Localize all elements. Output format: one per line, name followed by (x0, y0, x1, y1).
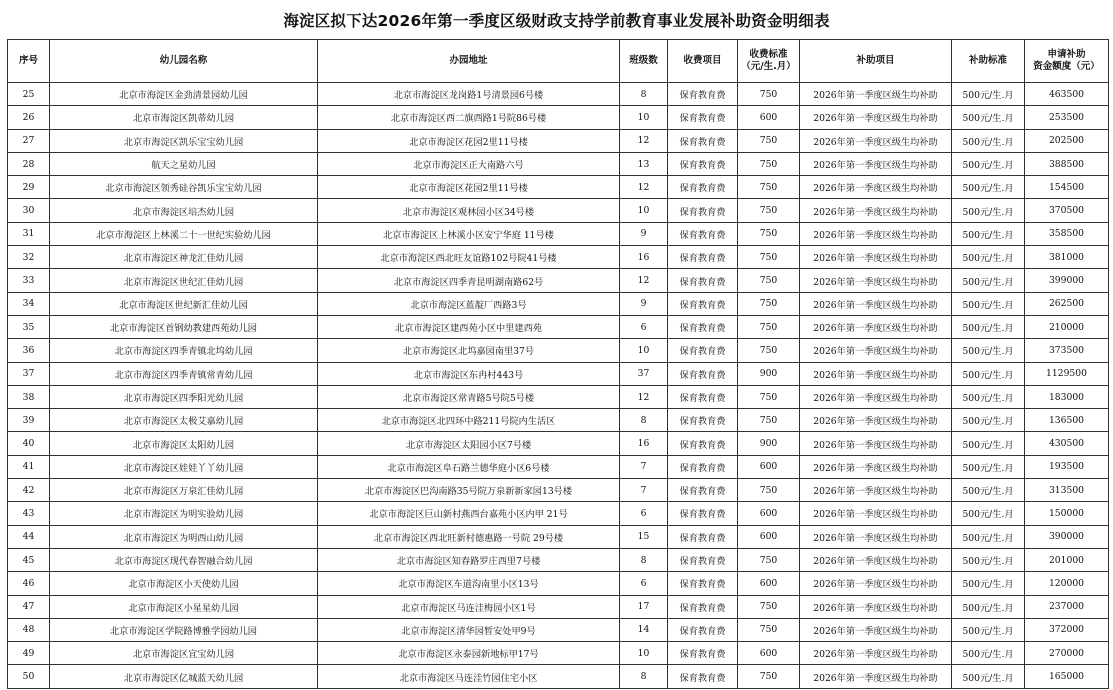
cell-subsidy-standard: 500元/生.月 (952, 432, 1025, 455)
header-fee-standard-line1: 收费标准 (749, 49, 788, 60)
cell-address: 北京市海淀区花园2里11号楼 (318, 129, 620, 152)
cell-subsidy-standard: 500元/生.月 (952, 548, 1025, 571)
table-row (8, 176, 1109, 199)
cell-kindergarten-name: 北京市海淀区凯乐宝宝幼儿园 (50, 129, 318, 152)
header-fee-standard-line2: （元/生.月） (741, 61, 796, 72)
cell-class-count: 9 (620, 222, 668, 245)
header-subsidy-item: 补助项目 (800, 40, 952, 83)
cell-subsidy-item: 2026年第一季度区级生均补助 (800, 292, 952, 315)
cell-address: 北京市海淀区清华园暂安处甲9号 (318, 618, 620, 641)
cell-subsidy-standard: 500元/生.月 (952, 106, 1025, 129)
header-fee-item: 收费项目 (668, 40, 738, 83)
cell-fee-item: 保育教育费 (668, 479, 738, 502)
table-row (8, 665, 1109, 688)
cell-fee-item: 保育教育费 (668, 548, 738, 571)
table-row (8, 572, 1109, 595)
cell-subsidy-item: 2026年第一季度区级生均补助 (800, 618, 952, 641)
cell-fee-standard: 600 (738, 642, 800, 665)
cell-kindergarten-name: 北京市海淀区上林溪二十一世纪实验幼儿园 (50, 222, 318, 245)
cell-fee-item: 保育教育费 (668, 409, 738, 432)
table-row (8, 339, 1109, 362)
cell-class-count: 10 (620, 339, 668, 362)
cell-subsidy-amount: 202500 (1025, 129, 1109, 152)
cell-kindergarten-name: 北京市海淀区四季青镇北坞幼儿园 (50, 339, 318, 362)
cell-kindergarten-name: 北京市海淀区首钢幼教建西苑幼儿园 (50, 315, 318, 338)
cell-class-count: 6 (620, 502, 668, 525)
cell-subsidy-amount: 270000 (1025, 642, 1109, 665)
cell-seq: 34 (8, 292, 50, 315)
cell-subsidy-amount: 399000 (1025, 269, 1109, 292)
table-row (8, 479, 1109, 502)
cell-subsidy-item: 2026年第一季度区级生均补助 (800, 572, 952, 595)
cell-kindergarten-name: 北京市海淀区神龙汇佳幼儿园 (50, 246, 318, 269)
cell-kindergarten-name: 北京市海淀区学院路博雅学园幼儿园 (50, 618, 318, 641)
cell-address: 北京市海淀区西二旗西路1号院86号楼 (318, 106, 620, 129)
table-row (8, 292, 1109, 315)
cell-kindergarten-name: 北京市海淀区亿城蓝天幼儿园 (50, 665, 318, 688)
table-row (8, 246, 1109, 269)
cell-subsidy-item: 2026年第一季度区级生均补助 (800, 315, 952, 338)
cell-seq: 29 (8, 176, 50, 199)
cell-subsidy-amount: 165000 (1025, 665, 1109, 688)
table-row (8, 432, 1109, 455)
cell-subsidy-standard: 500元/生.月 (952, 572, 1025, 595)
cell-subsidy-standard: 500元/生.月 (952, 152, 1025, 175)
cell-subsidy-item: 2026年第一季度区级生均补助 (800, 199, 952, 222)
cell-subsidy-item: 2026年第一季度区级生均补助 (800, 409, 952, 432)
cell-fee-standard: 750 (738, 269, 800, 292)
cell-class-count: 6 (620, 315, 668, 338)
cell-kindergarten-name: 北京市海淀区宜宝幼儿园 (50, 642, 318, 665)
cell-class-count: 16 (620, 246, 668, 269)
cell-seq: 45 (8, 548, 50, 571)
cell-class-count: 9 (620, 292, 668, 315)
cell-subsidy-amount: 120000 (1025, 572, 1109, 595)
cell-kindergarten-name: 北京市海淀区为明西山幼儿园 (50, 525, 318, 548)
cell-address: 北京市海淀区西北旺友谊路102号院41号楼 (318, 246, 620, 269)
cell-fee-item: 保育教育费 (668, 106, 738, 129)
cell-seq: 25 (8, 83, 50, 106)
cell-fee-item: 保育教育费 (668, 152, 738, 175)
cell-subsidy-standard: 500元/生.月 (952, 339, 1025, 362)
cell-kindergarten-name: 北京市海淀区金劲清景园幼儿园 (50, 83, 318, 106)
table-row (8, 106, 1109, 129)
cell-address: 北京市海淀区永泰园新地标甲17号 (318, 642, 620, 665)
cell-subsidy-standard: 500元/生.月 (952, 455, 1025, 478)
cell-seq: 46 (8, 572, 50, 595)
cell-class-count: 17 (620, 595, 668, 618)
cell-subsidy-item: 2026年第一季度区级生均补助 (800, 246, 952, 269)
cell-seq: 33 (8, 269, 50, 292)
cell-subsidy-amount: 1129500 (1025, 362, 1109, 385)
cell-kindergarten-name: 北京市海淀区四季阳光幼儿园 (50, 385, 318, 408)
cell-seq: 26 (8, 106, 50, 129)
cell-fee-standard: 600 (738, 106, 800, 129)
cell-class-count: 16 (620, 432, 668, 455)
cell-fee-item: 保育教育费 (668, 665, 738, 688)
cell-subsidy-amount: 463500 (1025, 83, 1109, 106)
cell-fee-standard: 750 (738, 479, 800, 502)
cell-subsidy-item: 2026年第一季度区级生均补助 (800, 502, 952, 525)
cell-fee-item: 保育教育费 (668, 269, 738, 292)
cell-subsidy-item: 2026年第一季度区级生均补助 (800, 479, 952, 502)
cell-seq: 27 (8, 129, 50, 152)
cell-subsidy-standard: 500元/生.月 (952, 479, 1025, 502)
cell-subsidy-amount: 373500 (1025, 339, 1109, 362)
cell-seq: 39 (8, 409, 50, 432)
cell-fee-standard: 750 (738, 222, 800, 245)
cell-subsidy-item: 2026年第一季度区级生均补助 (800, 129, 952, 152)
cell-fee-standard: 600 (738, 525, 800, 548)
cell-subsidy-amount: 262500 (1025, 292, 1109, 315)
header-fee-standard (738, 40, 800, 83)
cell-address: 北京市海淀区花园2里11号楼 (318, 176, 620, 199)
cell-subsidy-item: 2026年第一季度区级生均补助 (800, 665, 952, 688)
cell-fee-standard: 750 (738, 292, 800, 315)
cell-subsidy-item: 2026年第一季度区级生均补助 (800, 83, 952, 106)
header-seq: 序号 (8, 40, 50, 83)
cell-class-count: 12 (620, 269, 668, 292)
cell-fee-standard: 750 (738, 246, 800, 269)
cell-fee-item: 保育教育费 (668, 385, 738, 408)
cell-class-count: 8 (620, 548, 668, 571)
cell-subsidy-amount: 430500 (1025, 432, 1109, 455)
table-body (8, 83, 1109, 689)
cell-kindergarten-name: 北京市海淀区娃娃丫丫幼儿园 (50, 455, 318, 478)
cell-fee-standard: 750 (738, 129, 800, 152)
cell-seq: 47 (8, 595, 50, 618)
table-row (8, 595, 1109, 618)
cell-class-count: 13 (620, 152, 668, 175)
cell-seq: 49 (8, 642, 50, 665)
cell-subsidy-standard: 500元/生.月 (952, 222, 1025, 245)
cell-fee-item: 保育教育费 (668, 362, 738, 385)
cell-kindergarten-name: 北京市海淀区为明实验幼儿园 (50, 502, 318, 525)
cell-seq: 43 (8, 502, 50, 525)
cell-subsidy-standard: 500元/生.月 (952, 618, 1025, 641)
cell-subsidy-standard: 500元/生.月 (952, 199, 1025, 222)
cell-subsidy-standard: 500元/生.月 (952, 269, 1025, 292)
cell-subsidy-amount: 313500 (1025, 479, 1109, 502)
cell-address: 北京市海淀区太阳园小区7号楼 (318, 432, 620, 455)
subsidy-table (7, 39, 1109, 689)
cell-class-count: 8 (620, 83, 668, 106)
cell-kindergarten-name: 北京市海淀区小星星幼儿园 (50, 595, 318, 618)
cell-address: 北京市海淀区阜石路兰德华庭小区6号楼 (318, 455, 620, 478)
cell-kindergarten-name: 北京市海淀区领秀硅谷凯乐宝宝幼儿园 (50, 176, 318, 199)
cell-class-count: 8 (620, 409, 668, 432)
table-row (8, 409, 1109, 432)
table-row (8, 315, 1109, 338)
cell-address: 北京市海淀区巴沟南路35号院万泉新新家园13号楼 (318, 479, 620, 502)
cell-fee-item: 保育教育费 (668, 129, 738, 152)
cell-address: 北京市海淀区常青路5号院5号楼 (318, 385, 620, 408)
cell-fee-standard: 900 (738, 432, 800, 455)
cell-fee-standard: 750 (738, 595, 800, 618)
cell-seq: 50 (8, 665, 50, 688)
cell-kindergarten-name: 北京市海淀区四季青镇常青幼儿园 (50, 362, 318, 385)
cell-fee-standard: 750 (738, 199, 800, 222)
cell-subsidy-standard: 500元/生.月 (952, 246, 1025, 269)
cell-address: 北京市海淀区四季青昆明湖南路62号 (318, 269, 620, 292)
cell-seq: 48 (8, 618, 50, 641)
cell-class-count: 12 (620, 385, 668, 408)
cell-subsidy-standard: 500元/生.月 (952, 409, 1025, 432)
cell-subsidy-amount: 390000 (1025, 525, 1109, 548)
table-row (8, 222, 1109, 245)
cell-address: 北京市海淀区马连洼梅园小区1号 (318, 595, 620, 618)
cell-class-count: 6 (620, 572, 668, 595)
cell-fee-item: 保育教育费 (668, 83, 738, 106)
cell-subsidy-standard: 500元/生.月 (952, 362, 1025, 385)
cell-class-count: 8 (620, 665, 668, 688)
table-row (8, 269, 1109, 292)
cell-fee-item: 保育教育费 (668, 455, 738, 478)
table-row (8, 502, 1109, 525)
table-row (8, 642, 1109, 665)
cell-subsidy-amount: 253500 (1025, 106, 1109, 129)
cell-subsidy-amount: 193500 (1025, 455, 1109, 478)
cell-seq: 37 (8, 362, 50, 385)
cell-kindergarten-name: 北京市海淀区太极艾嘉幼儿园 (50, 409, 318, 432)
cell-seq: 28 (8, 152, 50, 175)
cell-subsidy-amount: 388500 (1025, 152, 1109, 175)
table-row (8, 362, 1109, 385)
cell-kindergarten-name: 北京市海淀区太阳幼儿园 (50, 432, 318, 455)
cell-fee-item: 保育教育费 (668, 572, 738, 595)
cell-fee-item: 保育教育费 (668, 292, 738, 315)
cell-fee-standard: 750 (738, 409, 800, 432)
cell-address: 北京市海淀区龙岗路1号清景园6号楼 (318, 83, 620, 106)
cell-kindergarten-name: 航天之星幼儿园 (50, 152, 318, 175)
cell-kindergarten-name: 北京市海淀区万泉汇佳幼儿园 (50, 479, 318, 502)
cell-seq: 36 (8, 339, 50, 362)
cell-subsidy-standard: 500元/生.月 (952, 83, 1025, 106)
cell-seq: 30 (8, 199, 50, 222)
cell-subsidy-amount: 201000 (1025, 548, 1109, 571)
cell-subsidy-item: 2026年第一季度区级生均补助 (800, 106, 952, 129)
cell-seq: 32 (8, 246, 50, 269)
cell-fee-standard: 750 (738, 548, 800, 571)
cell-class-count: 10 (620, 642, 668, 665)
cell-kindergarten-name: 北京市海淀区培杰幼儿园 (50, 199, 318, 222)
header-address: 办园地址 (318, 40, 620, 83)
cell-class-count: 14 (620, 618, 668, 641)
cell-subsidy-item: 2026年第一季度区级生均补助 (800, 525, 952, 548)
cell-address: 北京市海淀区上林溪小区安宁华庭 11号楼 (318, 222, 620, 245)
cell-class-count: 10 (620, 106, 668, 129)
cell-kindergarten-name: 北京市海淀区世纪新汇佳幼儿园 (50, 292, 318, 315)
cell-subsidy-item: 2026年第一季度区级生均补助 (800, 548, 952, 571)
table-row (8, 455, 1109, 478)
header-amount (1025, 40, 1109, 83)
cell-subsidy-item: 2026年第一季度区级生均补助 (800, 455, 952, 478)
cell-subsidy-amount: 210000 (1025, 315, 1109, 338)
cell-subsidy-item: 2026年第一季度区级生均补助 (800, 642, 952, 665)
cell-subsidy-standard: 500元/生.月 (952, 129, 1025, 152)
table-row (8, 199, 1109, 222)
cell-address: 北京市海淀区知春路罗庄西里7号楼 (318, 548, 620, 571)
header-subsidy-standard: 补助标准 (952, 40, 1025, 83)
cell-subsidy-standard: 500元/生.月 (952, 502, 1025, 525)
cell-subsidy-standard: 500元/生.月 (952, 176, 1025, 199)
cell-subsidy-standard: 500元/生.月 (952, 665, 1025, 688)
cell-fee-item: 保育教育费 (668, 502, 738, 525)
cell-subsidy-standard: 500元/生.月 (952, 292, 1025, 315)
cell-fee-item: 保育教育费 (668, 432, 738, 455)
header-name: 幼儿园名称 (50, 40, 318, 83)
table-row (8, 618, 1109, 641)
cell-subsidy-item: 2026年第一季度区级生均补助 (800, 176, 952, 199)
table-row (8, 548, 1109, 571)
cell-kindergarten-name: 北京市海淀区小天使幼儿园 (50, 572, 318, 595)
cell-subsidy-item: 2026年第一季度区级生均补助 (800, 222, 952, 245)
cell-subsidy-item: 2026年第一季度区级生均补助 (800, 385, 952, 408)
table-row (8, 152, 1109, 175)
cell-fee-item: 保育教育费 (668, 222, 738, 245)
cell-class-count: 12 (620, 176, 668, 199)
cell-seq: 42 (8, 479, 50, 502)
cell-fee-standard: 750 (738, 152, 800, 175)
cell-fee-standard: 750 (738, 385, 800, 408)
cell-address: 北京市海淀区蓝靛厂西路3号 (318, 292, 620, 315)
page-title: 海淀区拟下达2026年第一季度区级财政支持学前教育事业发展补助资金明细表 (283, 12, 830, 30)
cell-fee-item: 保育教育费 (668, 339, 738, 362)
cell-seq: 31 (8, 222, 50, 245)
cell-fee-standard: 750 (738, 665, 800, 688)
cell-fee-standard: 750 (738, 618, 800, 641)
cell-class-count: 10 (620, 199, 668, 222)
cell-subsidy-amount: 183000 (1025, 385, 1109, 408)
cell-seq: 40 (8, 432, 50, 455)
cell-seq: 38 (8, 385, 50, 408)
cell-subsidy-item: 2026年第一季度区级生均补助 (800, 432, 952, 455)
cell-subsidy-item: 2026年第一季度区级生均补助 (800, 362, 952, 385)
cell-address: 北京市海淀区东冉村443号 (318, 362, 620, 385)
cell-address: 北京市海淀区马连洼竹园住宅小区 (318, 665, 620, 688)
cell-subsidy-item: 2026年第一季度区级生均补助 (800, 269, 952, 292)
cell-seq: 35 (8, 315, 50, 338)
cell-fee-standard: 600 (738, 502, 800, 525)
cell-address: 北京市海淀区正大南路六号 (318, 152, 620, 175)
cell-subsidy-amount: 372000 (1025, 618, 1109, 641)
cell-class-count: 7 (620, 479, 668, 502)
cell-fee-item: 保育教育费 (668, 176, 738, 199)
cell-class-count: 15 (620, 525, 668, 548)
table-row (8, 129, 1109, 152)
cell-address: 北京市海淀区巨山新村燕西台嘉苑小区内甲 21号 (318, 502, 620, 525)
cell-fee-standard: 750 (738, 176, 800, 199)
cell-fee-item: 保育教育费 (668, 595, 738, 618)
cell-address: 北京市海淀区西北旺新村德惠路一号院 29号楼 (318, 525, 620, 548)
cell-subsidy-item: 2026年第一季度区级生均补助 (800, 595, 952, 618)
cell-class-count: 7 (620, 455, 668, 478)
header-amount-line1: 申请补助 (1047, 49, 1086, 60)
header-classes: 班级数 (620, 40, 668, 83)
cell-subsidy-amount: 136500 (1025, 409, 1109, 432)
cell-subsidy-item: 2026年第一季度区级生均补助 (800, 152, 952, 175)
cell-kindergarten-name: 北京市海淀区凯蒂幼儿园 (50, 106, 318, 129)
cell-fee-standard: 750 (738, 315, 800, 338)
cell-subsidy-amount: 150000 (1025, 502, 1109, 525)
cell-kindergarten-name: 北京市海淀区现代春智融合幼儿园 (50, 548, 318, 571)
cell-subsidy-standard: 500元/生.月 (952, 525, 1025, 548)
cell-subsidy-amount: 154500 (1025, 176, 1109, 199)
cell-subsidy-standard: 500元/生.月 (952, 595, 1025, 618)
cell-address: 北京市海淀区北坞嘉园南里37号 (318, 339, 620, 362)
cell-subsidy-item: 2026年第一季度区级生均补助 (800, 339, 952, 362)
table-row (8, 83, 1109, 106)
cell-fee-standard: 900 (738, 362, 800, 385)
table-row (8, 525, 1109, 548)
table-header-row (8, 40, 1109, 83)
table-row (8, 385, 1109, 408)
cell-class-count: 12 (620, 129, 668, 152)
cell-subsidy-amount: 370500 (1025, 199, 1109, 222)
cell-address: 北京市海淀区车道沟南里小区13号 (318, 572, 620, 595)
cell-address: 北京市海淀区北四环中路211号院内生活区 (318, 409, 620, 432)
cell-kindergarten-name: 北京市海淀区世纪汇佳幼儿园 (50, 269, 318, 292)
cell-subsidy-standard: 500元/生.月 (952, 642, 1025, 665)
cell-seq: 41 (8, 455, 50, 478)
cell-subsidy-amount: 381000 (1025, 246, 1109, 269)
cell-fee-item: 保育教育费 (668, 642, 738, 665)
cell-address: 北京市海淀区建西苑小区中里建西苑 (318, 315, 620, 338)
cell-subsidy-standard: 500元/生.月 (952, 315, 1025, 338)
cell-subsidy-amount: 237000 (1025, 595, 1109, 618)
cell-fee-item: 保育教育费 (668, 199, 738, 222)
cell-fee-standard: 600 (738, 572, 800, 595)
cell-fee-item: 保育教育费 (668, 525, 738, 548)
cell-address: 北京市海淀区观林园小区34号楼 (318, 199, 620, 222)
cell-fee-item: 保育教育费 (668, 618, 738, 641)
cell-fee-item: 保育教育费 (668, 315, 738, 338)
cell-subsidy-standard: 500元/生.月 (952, 385, 1025, 408)
cell-fee-standard: 750 (738, 83, 800, 106)
cell-fee-standard: 750 (738, 339, 800, 362)
cell-fee-item: 保育教育费 (668, 246, 738, 269)
cell-subsidy-amount: 358500 (1025, 222, 1109, 245)
cell-seq: 44 (8, 525, 50, 548)
cell-class-count: 37 (620, 362, 668, 385)
cell-fee-standard: 600 (738, 455, 800, 478)
header-amount-line2: 资金额度（元） (1033, 61, 1100, 72)
